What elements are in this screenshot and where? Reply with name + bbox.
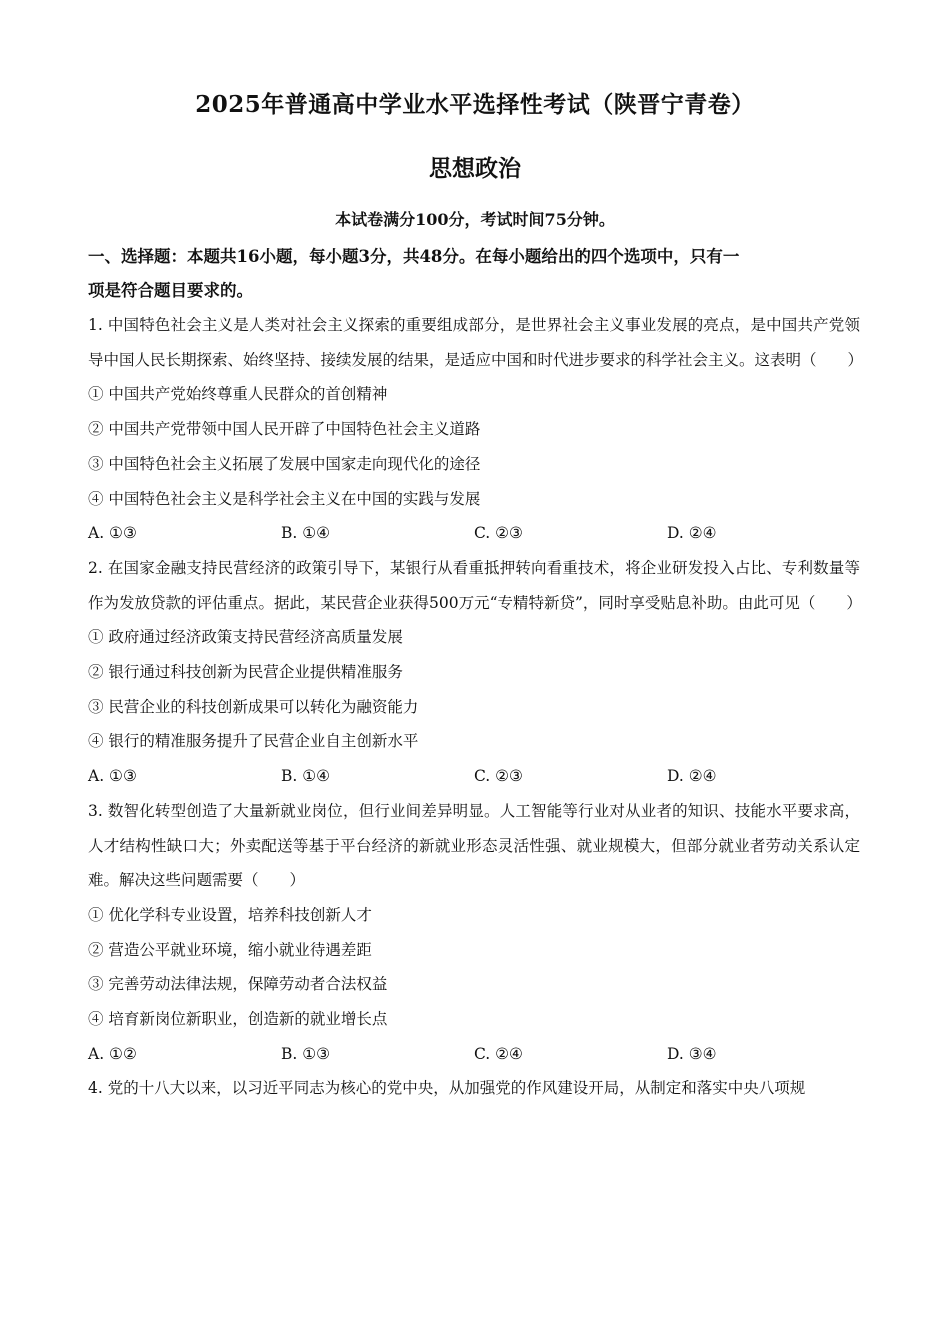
question-3-options	[88, 1037, 860, 1072]
question-2-options	[88, 759, 860, 794]
question-1-options	[88, 516, 860, 551]
question-2-option-a: A. ①③	[88, 767, 137, 786]
question-3-option-c: C. ②④	[474, 1044, 523, 1063]
question-4	[88, 1071, 860, 1106]
question-3-option-b: B. ①③	[281, 1044, 331, 1063]
question-1-item-3: ③ 中国特色社会主义拓展了发展中国家走向现代化的途径	[88, 454, 481, 473]
question-3-option-d: D. ③④	[667, 1044, 717, 1063]
question-1-stem: 1. 中国特色社会主义是人类对社会主义探索的重要组成部分，是世界社会主义事业发展的亮点，是中国共产党领导中国人民长期探索、始终坚持、接续发展的结果，是适应中国和时代进步要求的科学社会主义。这表明（ ）	[88, 316, 864, 369]
question-3-stem: 3. 数智化转型创造了大量新就业岗位，但行业间差异明显。人工智能等行业对从业者的知识、技能水平要求高，人才结构性缺口大；外卖配送等基于平台经济的新就业形态灵活性强、就业规模大，但部分就业者劳动关系认定难。解决这些问题需要（ ）	[88, 801, 860, 890]
section-heading-line-2: 项是符合题目要求的。	[88, 281, 253, 300]
subject-title: 思想政治	[429, 155, 521, 182]
question-1-option-c: C. ②③	[474, 524, 523, 543]
question-1-option-a: A. ①③	[88, 524, 137, 543]
question-3-item-1: ① 优化学科专业设置，培养科技创新人才	[88, 905, 372, 924]
exam-content	[88, 240, 864, 1106]
question-1-option-b: B. ①④	[281, 524, 331, 543]
question-3-item-3: ③ 完善劳动法律法规，保障劳动者合法权益	[88, 975, 388, 994]
question-2-option-d: D. ②④	[667, 767, 717, 786]
question-1-item-2: ② 中国共产党带领中国人民开辟了中国特色社会主义道路	[88, 420, 481, 439]
question-2-option-b: B. ①④	[281, 767, 331, 786]
question-1-item-4: ④ 中国特色社会主义是科学社会主义在中国的实践与发展	[88, 489, 481, 508]
question-2-item-1: ① 政府通过经济政策支持民营经济高质量发展	[88, 628, 403, 647]
section-heading-line-1: 一、选择题：本题共16小题，每小题3分，共48分。在每小题给出的四个选项中，只有一	[88, 247, 740, 266]
question-1-item-1: ① 中国共产党始终尊重人民群众的首创精神	[88, 385, 388, 404]
question-3-item-4: ④ 培育新岗位新职业，创造新的就业增长点	[88, 1010, 388, 1029]
exam-note: 本试卷满分100分，考试时间75分钟。	[335, 210, 615, 229]
question-2-stem: 2. 在国家金融支持民营经济的政策引导下，某银行从看重抵押转向看重技术，将企业研发投入占比、专利数量等作为发放贷款的评估重点。据此，某民营企业获得500万元“专精特新贷”，同时享受贴息补助。由此可见（ ）	[88, 558, 862, 612]
question-2-item-2: ② 银行通过科技创新为民营企业提供精准服务	[88, 663, 403, 682]
exam-title: 2025年普通高中学业水平选择性考试（陕晋宁青卷）	[195, 91, 755, 118]
question-3	[88, 794, 860, 1072]
question-2-item-3: ③ 民营企业的科技创新成果可以转化为融资能力	[88, 697, 419, 716]
question-2-option-c: C. ②③	[474, 767, 523, 786]
question-2-item-4: ④ 银行的精准服务提升了民营企业自主创新水平	[88, 732, 419, 751]
question-1-option-d: D. ②④	[667, 524, 717, 543]
question-1	[88, 308, 864, 551]
question-4-stem: 4. 党的十八大以来，以习近平同志为核心的党中央，从加强党的作风建设开局，从制定和落实中央八项规	[88, 1079, 806, 1098]
question-3-item-2: ② 营造公平就业环境，缩小就业待遇差距	[88, 940, 372, 959]
question-2	[88, 551, 860, 794]
question-3-option-a: A. ①②	[88, 1044, 137, 1063]
